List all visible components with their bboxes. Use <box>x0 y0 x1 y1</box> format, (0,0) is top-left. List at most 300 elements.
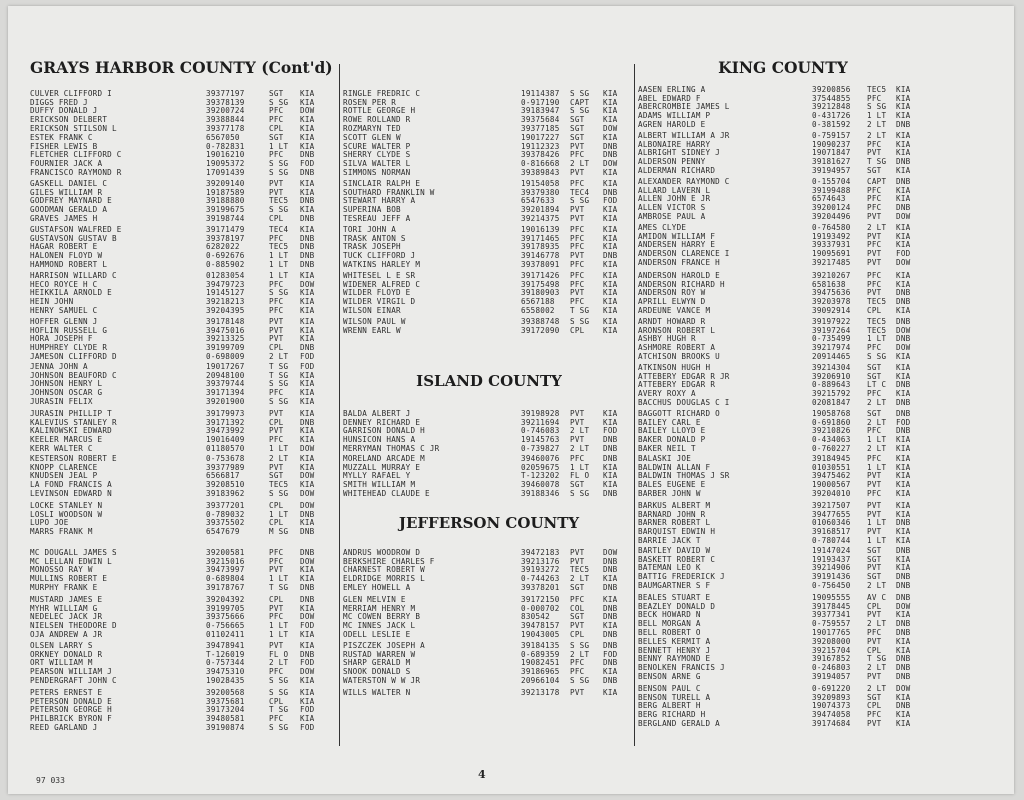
entry-status: KIA <box>896 718 911 728</box>
entry-serial-number: 39377201 <box>206 501 245 510</box>
entry-name: ORT WILLIAM M <box>30 658 93 668</box>
entry-serial-number: 39210267 <box>812 271 851 280</box>
entry-serial-number: 39214906 <box>812 563 851 573</box>
entry-grade: PVT <box>570 205 585 215</box>
entry-status: KIA <box>300 480 315 490</box>
entry-status: DNB <box>300 150 315 160</box>
roster-group <box>638 318 928 361</box>
entry-serial-number: 39171426 <box>521 271 560 280</box>
entry-serial-number: 39203978 <box>812 297 851 307</box>
roster-entry <box>30 215 330 224</box>
entry-status: DNB <box>300 582 315 592</box>
entry-grade: PFC <box>269 548 284 557</box>
entry-serial-number: 39377197 <box>206 89 245 98</box>
entry-name: HEIN JOHN <box>30 297 74 307</box>
entry-status: FOD <box>300 159 315 169</box>
entry-status: KIA <box>300 187 315 197</box>
entry-grade: PVT <box>867 610 882 620</box>
entry-status: DOW <box>896 343 911 353</box>
entry-status: DOW <box>603 548 618 557</box>
entry-name: NEDELEC JACK JR <box>30 612 103 622</box>
entry-serial-number: 39211694 <box>521 417 560 427</box>
entry-grade: S SG <box>269 167 289 177</box>
entry-name: RINGLE FREDRIC C <box>343 89 421 98</box>
entry-name: BEAZLEY DONALD D <box>638 601 716 611</box>
entry-name: BENSON ARNE G <box>638 671 701 681</box>
entry-name: KESTERSON ROBERT E <box>30 454 117 463</box>
entry-name: ALBERT WILLIAM A JR <box>638 131 730 140</box>
roster-group <box>638 410 928 453</box>
entry-status: DNB <box>300 417 315 427</box>
entry-serial-number: 6566817 <box>206 471 240 481</box>
entry-grade: PFC <box>269 556 284 566</box>
roster-entry <box>30 584 330 593</box>
entry-status: DNB <box>603 629 618 639</box>
entry-grade: 2 LT <box>867 443 887 453</box>
entry-grade: 1 LT <box>269 509 289 519</box>
entry-status: KIA <box>300 89 315 98</box>
entry-serial-number: 01030551 <box>812 462 851 472</box>
entry-serial-number: 39474058 <box>812 710 851 720</box>
roster-group <box>30 180 330 223</box>
entry-status: KIA <box>603 213 618 223</box>
entry-grade: 1 LT <box>269 259 289 269</box>
entry-serial-number: 39460078 <box>521 480 560 490</box>
entry-name: FOURNIER JACK A <box>30 159 103 169</box>
roster-group <box>343 642 635 685</box>
entry-grade: S SG <box>269 722 289 732</box>
entry-status: KIA <box>603 417 618 427</box>
entry-name: BATEMAN LEO K <box>638 563 701 573</box>
entry-serial-number: 39178935 <box>521 242 560 252</box>
entry-status: KIA <box>300 629 315 639</box>
roster-entry <box>30 307 330 316</box>
entry-name: ALDERSON PENNY <box>638 157 706 167</box>
entry-status: KIA <box>896 710 911 720</box>
entry-name: ALEXANDER RAYMOND C <box>638 177 730 186</box>
entry-grade: 2 LT <box>269 454 289 463</box>
entry-serial-number: 39199709 <box>206 343 245 353</box>
roster-entry <box>343 689 635 698</box>
entry-name: WHITEHEAD CLAUDE E <box>343 488 430 498</box>
entry-grade: TEC5 <box>269 242 289 252</box>
entry-name: CHARNEST ROBERT W <box>343 565 425 575</box>
entry-grade: 1 LT <box>867 535 887 545</box>
entry-status: DNB <box>896 297 911 307</box>
entry-grade: PFC <box>867 426 882 436</box>
entry-grade: PFC <box>269 297 284 307</box>
entry-status: KIA <box>603 106 618 116</box>
roster-group <box>343 180 635 223</box>
entry-grade: PVT <box>269 641 284 650</box>
roster-group <box>638 272 928 315</box>
roster-group <box>30 226 330 269</box>
entry-status: DOW <box>896 325 911 335</box>
entry-grade: PVT <box>867 480 882 490</box>
entry-grade: S SG <box>570 196 590 206</box>
entry-serial-number: 39473997 <box>206 565 245 575</box>
entry-name: WILDER VIRGIL D <box>343 297 416 307</box>
entry-status: KIA <box>896 363 911 372</box>
entry-serial-number: 01102411 <box>206 629 245 639</box>
entry-name: MYHR WILLIAM G <box>30 603 98 613</box>
entry-grade: S SG <box>269 379 289 389</box>
entry-serial-number: 19016139 <box>521 225 560 234</box>
roster-entry <box>343 584 635 593</box>
entry-grade: PFC <box>269 388 284 398</box>
entry-serial-number: 01060346 <box>812 518 851 528</box>
entry-status: DNB <box>896 409 911 418</box>
entry-grade: SGT <box>867 692 882 702</box>
roster-entry <box>638 259 928 268</box>
roster-entry <box>343 327 635 336</box>
entry-serial-number: 39475016 <box>206 325 245 335</box>
entry-name: GOODMAN GERALD A <box>30 205 108 215</box>
entry-status: KIA <box>300 714 315 724</box>
entry-name: ASHBY HUGH R <box>638 334 696 344</box>
entry-status: KIA <box>603 271 618 280</box>
entry-status: KIA <box>603 233 618 243</box>
entry-name: LOSLI WOODSON W <box>30 509 103 519</box>
entry-grade: FL O <box>269 649 289 659</box>
entry-status: KIA <box>300 409 315 418</box>
entry-status: DOW <box>896 257 911 267</box>
entry-status: DNB <box>896 518 911 528</box>
entry-name: SMITH WILLIAM M <box>343 480 416 490</box>
entry-serial-number: 39199705 <box>206 603 245 613</box>
entry-serial-number: 6567050 <box>206 133 240 142</box>
roster-entry <box>638 121 928 130</box>
entry-status: DNB <box>896 627 911 637</box>
entry-grade: PVT <box>269 565 284 575</box>
entry-grade: LT C <box>867 380 887 390</box>
entry-status: DOW <box>603 159 618 169</box>
entry-status: DNB <box>896 619 911 629</box>
entry-grade: PVT <box>867 718 882 728</box>
entry-name: KEELER MARCUS E <box>30 435 103 445</box>
entry-name: AGREN HAROLD E <box>638 119 706 129</box>
entry-serial-number: 39171394 <box>206 388 245 398</box>
entry-serial-number: 39478941 <box>206 641 245 650</box>
entry-grade: PVT <box>570 251 585 261</box>
roster-entry <box>638 307 928 316</box>
roster-entry <box>638 720 928 729</box>
entry-status: KIA <box>896 535 911 545</box>
entry-grade: S SG <box>570 488 590 498</box>
entry-serial-number: 39201894 <box>521 205 560 215</box>
entry-name: SUPERINA BOB <box>343 205 401 215</box>
entry-status: DNB <box>603 488 618 498</box>
entry-grade: COL <box>570 603 585 613</box>
entry-grade: 2 LT <box>867 223 887 232</box>
entry-grade: CPL <box>867 645 882 655</box>
roster-group <box>30 90 330 133</box>
entry-name: BACCHUS DOUGLAS C I <box>638 397 730 407</box>
entry-name: ALLEN VICTOR S <box>638 203 706 213</box>
entry-grade: S SG <box>269 688 289 697</box>
entry-serial-number: 19090237 <box>812 139 851 149</box>
entry-name: BELL ROBERT O <box>638 627 701 637</box>
entry-name: JOHNSON OSCAR G <box>30 388 103 398</box>
entry-serial-number: 19000567 <box>812 480 851 490</box>
entry-status: KIA <box>300 574 315 584</box>
entry-status: DNB <box>896 397 911 407</box>
entry-serial-number: 39475310 <box>206 667 245 677</box>
entry-name: MC DOUGALL JAMES S <box>30 548 117 557</box>
entry-grade: CPL <box>867 305 882 315</box>
entry-serial-number: 39479723 <box>206 279 245 289</box>
entry-grade: 1 LT <box>269 621 289 631</box>
entry-serial-number: 39197922 <box>812 317 851 326</box>
entry-name: HEIKKILA ARNOLD E <box>30 288 112 298</box>
entry-name: MORELAND ARCADE M <box>343 454 425 463</box>
entry-serial-number: 37544855 <box>812 93 851 103</box>
entry-name: ANDERSON FRANCE H <box>638 257 720 267</box>
entry-serial-number: 0-759157 <box>812 131 851 140</box>
entry-serial-number: 39186965 <box>521 667 560 677</box>
entry-name: BELLES KERMIT A <box>638 637 711 646</box>
entry-grade: PVT <box>269 187 284 197</box>
entry-serial-number: 39181627 <box>812 157 851 167</box>
roster-group <box>638 86 928 129</box>
entry-serial-number: 0-692676 <box>206 251 245 261</box>
entry-name: DIGGS FRED J <box>30 97 88 107</box>
entry-name: RUSTAD WARREN W <box>343 649 416 659</box>
entry-grade: PVT <box>570 409 585 418</box>
entry-serial-number: 6558002 <box>521 305 555 315</box>
roster-entry <box>30 724 330 733</box>
entry-name: BARKUS ALBERT M <box>638 501 711 510</box>
entry-name: DUFFY DONALD J <box>30 106 98 116</box>
entry-name: ROWE ROLLAND R <box>343 115 411 125</box>
roster-entry <box>30 353 330 362</box>
entry-status: DNB <box>896 380 911 390</box>
entry-status: KIA <box>603 133 618 142</box>
entry-grade: SGT <box>867 409 882 418</box>
entry-name: GUSTAVSON GUSTAV B <box>30 233 117 243</box>
roster-entry <box>638 537 928 546</box>
entry-name: ASHMORE ROBERT A <box>638 343 716 353</box>
entry-serial-number: T-123202 <box>521 471 560 481</box>
entry-grade: 1 LT <box>269 574 289 584</box>
entry-status: KIA <box>300 370 315 380</box>
entry-grade: T SG <box>867 157 887 167</box>
entry-status: KIA <box>603 205 618 215</box>
entry-name: MC INNES JACK L <box>343 621 416 631</box>
entry-status: KIA <box>300 641 315 650</box>
entry-grade: 2 LT <box>570 649 590 659</box>
entry-grade: S SG <box>269 396 289 406</box>
entry-name: SINCLAIR RALPH E <box>343 179 421 188</box>
entry-grade: 2 LT <box>867 119 887 129</box>
entry-serial-number: 0-764580 <box>812 223 851 232</box>
entry-grade: PFC <box>570 242 585 252</box>
entry-serial-number: 39194957 <box>812 165 851 175</box>
entry-status: KIA <box>896 637 911 646</box>
entry-name: BERG ALBERT H <box>638 701 701 711</box>
entry-name: BARNARD JOHN R <box>638 509 706 519</box>
entry-status: DNB <box>300 251 315 261</box>
entry-name: OJA ANDREW A JR <box>30 629 103 639</box>
entry-status: KIA <box>300 271 315 280</box>
entry-status: DNB <box>603 565 618 575</box>
entry-serial-number: 39213178 <box>521 688 560 697</box>
entry-name: OLSEN LARRY S <box>30 641 93 650</box>
entry-serial-number: 39475636 <box>812 288 851 298</box>
entry-name: SOUTHARD FRANKLIN W <box>343 187 435 197</box>
entry-name: MONOSSO RAY W <box>30 565 93 575</box>
roster-entry <box>343 169 635 178</box>
entry-grade: SGT <box>867 165 882 175</box>
entry-status: KIA <box>896 435 911 445</box>
entry-serial-number: 39198928 <box>521 409 560 418</box>
entry-serial-number: 19017267 <box>206 362 245 371</box>
entry-name: SNOOK DONALD S <box>343 667 411 677</box>
entry-name: MYLLY RAFAEL Y <box>343 471 411 481</box>
entry-serial-number: 0-889643 <box>812 380 851 390</box>
entry-name: BALDA ALBERT J <box>343 409 411 418</box>
entry-serial-number: 0-155704 <box>812 177 851 186</box>
entry-status: KIA <box>300 305 315 315</box>
entry-name: BAGGOTT RICHARD O <box>638 409 720 418</box>
entry-grade: CPL <box>867 601 882 611</box>
entry-grade: PVT <box>867 211 882 221</box>
entry-grade: S SG <box>570 641 590 650</box>
entry-serial-number: 0-739827 <box>521 443 560 453</box>
entry-serial-number: T-126019 <box>206 649 245 659</box>
entry-grade: CPL <box>867 701 882 711</box>
entry-name: ESTEK FRANK C <box>30 133 93 142</box>
roster-entry <box>343 445 635 454</box>
entry-status: KIA <box>896 443 911 453</box>
entry-name: ARDEUNE VANCE M <box>638 305 711 315</box>
entry-status: KIA <box>896 645 911 655</box>
entry-status: KIA <box>603 667 618 677</box>
entry-name: WATERSTON W W JR <box>343 675 421 685</box>
roster-group <box>30 134 330 177</box>
entry-grade: 1 LT <box>269 629 289 639</box>
entry-grade: PFC <box>570 454 585 463</box>
entry-grade: TEC4 <box>269 225 289 234</box>
entry-serial-number: 39188880 <box>206 196 245 206</box>
entry-status: KIA <box>603 471 618 481</box>
entry-status: DNB <box>300 343 315 353</box>
entry-serial-number: 0-753678 <box>206 454 245 463</box>
entry-serial-number: 39217485 <box>812 257 851 267</box>
entry-serial-number: 39184945 <box>812 454 851 463</box>
entry-status: DNB <box>300 167 315 177</box>
roster-group <box>638 547 928 590</box>
entry-serial-number: 39378426 <box>521 150 560 160</box>
entry-serial-number: 39180903 <box>521 288 560 298</box>
roster-entry <box>638 582 928 591</box>
entry-status: KIA <box>896 305 911 315</box>
entry-name: TRASK JOSEPH <box>343 242 401 252</box>
entry-serial-number: 39377989 <box>206 462 245 472</box>
entry-serial-number: 39179973 <box>206 409 245 418</box>
entry-status: KIA <box>603 574 618 584</box>
entry-grade: PVT <box>570 167 585 177</box>
entry-grade: T SG <box>570 305 590 315</box>
entry-grade: CPL <box>269 518 284 528</box>
entry-serial-number: 39167852 <box>812 654 851 664</box>
entry-serial-number: 19187589 <box>206 187 245 197</box>
entry-name: ALLARD LAVERN L <box>638 185 711 195</box>
roster-group <box>30 455 330 498</box>
entry-name: ALBONAIRE HARRY <box>638 139 711 149</box>
entry-name: LUPO JOE <box>30 518 69 528</box>
entry-status: DNB <box>300 509 315 519</box>
entry-grade: SGT <box>570 480 585 490</box>
entry-serial-number: 39218213 <box>206 297 245 307</box>
entry-name: AVERY ROXY A <box>638 389 696 399</box>
entry-serial-number: 0-691860 <box>812 417 851 427</box>
entry-grade: S SG <box>570 89 590 98</box>
entry-status: KIA <box>603 462 618 472</box>
entry-grade: SGT <box>867 371 882 381</box>
entry-name: ANDERSON RICHARD H <box>638 279 725 289</box>
entry-status: KIA <box>896 462 911 472</box>
entry-name: GARRISON DONALD H <box>343 426 425 436</box>
entry-status: DNB <box>896 334 911 344</box>
entry-name: ODELL LESLIE E <box>343 629 411 639</box>
entry-grade: S SG <box>867 351 887 361</box>
entry-serial-number: 0-735499 <box>812 334 851 344</box>
entry-serial-number: 39210826 <box>812 426 851 436</box>
roster-group <box>638 638 928 681</box>
entry-name: HECO ROYCE H C <box>30 279 98 289</box>
entry-name: GLEN MELVIN E <box>343 595 406 604</box>
entry-grade: 1 LT <box>867 435 887 445</box>
entry-status: DNB <box>300 233 315 243</box>
entry-serial-number: 39173204 <box>206 705 245 715</box>
entry-serial-number: 0-744263 <box>521 574 560 584</box>
entry-grade: 2 LT <box>570 159 590 169</box>
entry-status: FOD <box>300 362 315 371</box>
entry-serial-number: 39198744 <box>206 213 245 223</box>
entry-name: MC LELLAN EDWIN L <box>30 556 112 566</box>
roster-entry <box>638 673 928 682</box>
entry-grade: PVT <box>867 509 882 519</box>
entry-name: ANDERSON HAROLD E <box>638 271 720 280</box>
entry-name: GRAVES JAMES H <box>30 213 98 223</box>
entry-grade: PFC <box>867 488 882 498</box>
entry-status: KIA <box>896 240 911 250</box>
entry-name: BALDWIN ALLAN F <box>638 462 711 472</box>
entry-name: JENNA JOHN A <box>30 362 88 371</box>
entry-serial-number: 19017765 <box>812 627 851 637</box>
entry-status: KIA <box>300 688 315 697</box>
entry-serial-number: 39377341 <box>812 610 851 620</box>
entry-status: KIA <box>603 115 618 125</box>
entry-status: KIA <box>300 518 315 528</box>
entry-status: KIA <box>896 501 911 510</box>
entry-status: DOW <box>896 601 911 611</box>
entry-status: KIA <box>603 297 618 307</box>
entry-name: REED GARLAND J <box>30 722 98 732</box>
entry-name: BALES EUGENE E <box>638 480 706 490</box>
entry-name: HORA JOSEPH F <box>30 334 93 344</box>
entry-status: KIA <box>300 462 315 472</box>
roster-entry <box>343 677 635 686</box>
entry-status: KIA <box>896 488 911 498</box>
entry-grade: PVT <box>269 462 284 472</box>
entry-grade: SGT <box>570 612 585 622</box>
entry-serial-number: 19017227 <box>521 133 560 142</box>
entry-name: AMES CLYDE <box>638 223 687 232</box>
entry-name: ADAMS WILLIAM P <box>638 111 711 121</box>
entry-grade: PVT <box>867 471 882 481</box>
